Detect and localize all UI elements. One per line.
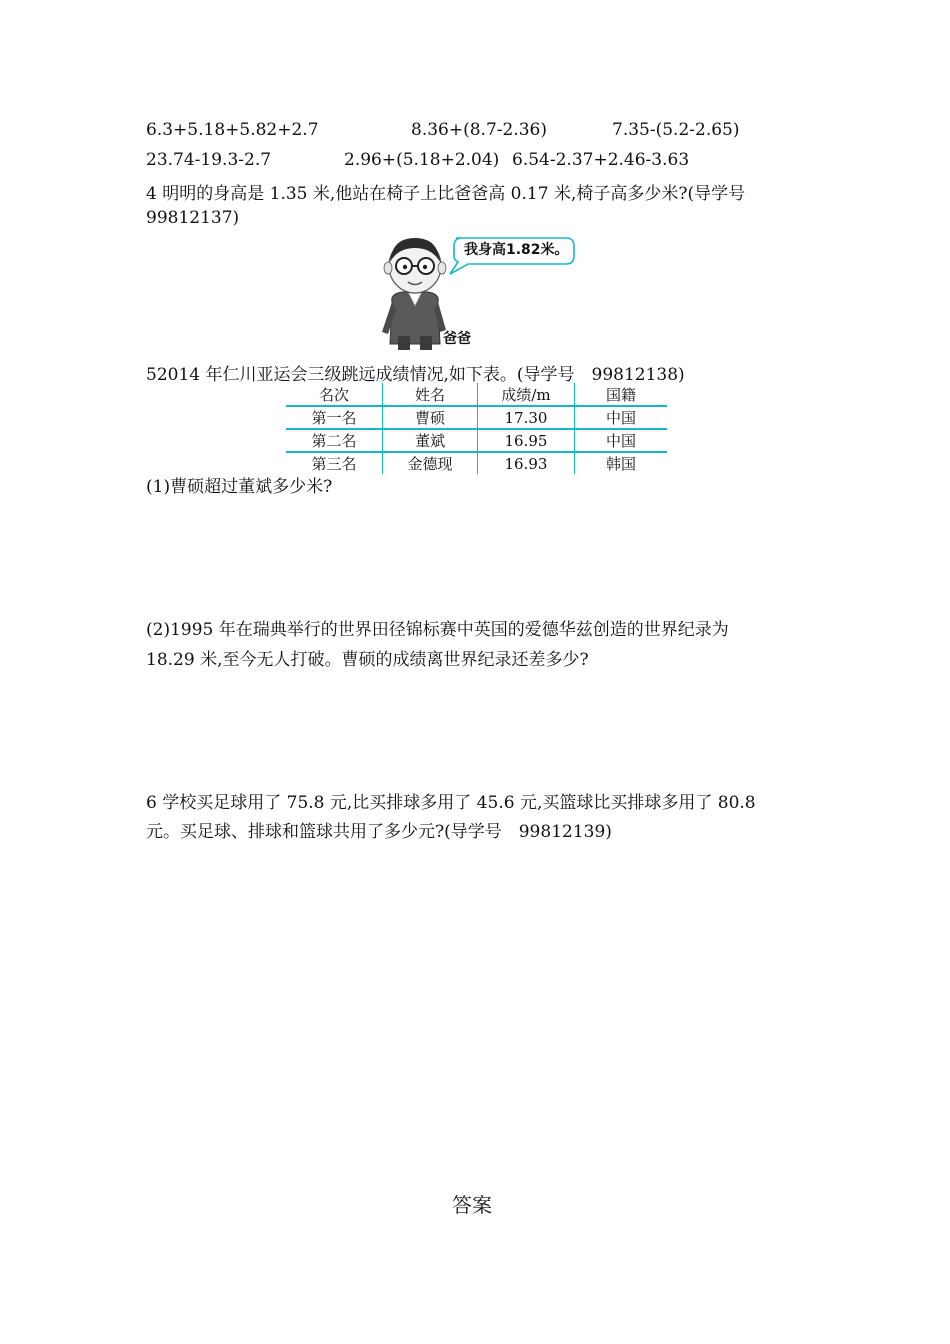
table-cell-name: 金德现: [383, 452, 478, 474]
dad-caption: 爸爸: [443, 331, 471, 347]
question-4-line-2: 99812137): [146, 208, 240, 228]
triple-jump-results-table: [286, 383, 667, 474]
calc-expression-2: 8.36+(8.7-2.36): [411, 120, 547, 140]
calc-expression-6: 6.54-2.37+2.46-3.63: [512, 150, 690, 170]
table-cell-rank: 第二名: [286, 429, 383, 452]
table-cell-name: 董斌: [383, 429, 478, 452]
table-cell-score: 17.30: [478, 406, 575, 429]
table-header-name: 姓名: [383, 383, 478, 406]
calc-expression-1: 6.3+5.18+5.82+2.7: [146, 120, 319, 140]
table-header-nationality: 国籍: [575, 383, 668, 406]
answer-heading: 答案: [452, 1193, 492, 1217]
calc-expression-5: 2.96+(5.18+2.04): [344, 150, 500, 170]
table-cell-rank: 第三名: [286, 452, 383, 474]
question-5-part-2-line-1: (2)1995 年在瑞典举行的世界田径锦标赛中英国的爱德华兹创造的世界纪录为: [146, 620, 729, 640]
table-header-score: 成绩/m: [478, 383, 575, 406]
table-header-row: [286, 383, 667, 406]
speech-bubble-text: 我身高1.82米。: [464, 242, 569, 258]
dad-illustration: [370, 232, 580, 352]
question-6-line-2: 元。买足球、排球和篮球共用了多少元?(导学号 99812139): [146, 822, 612, 842]
table-cell-score: 16.93: [478, 452, 575, 474]
question-6-line-1: 6 学校买足球用了 75.8 元,比买排球多用了 45.6 元,买篮球比买排球多用了 80.8: [146, 793, 756, 813]
table-cell-rank: 第一名: [286, 406, 383, 429]
table-header-rank: 名次: [286, 383, 383, 406]
table-row: [286, 429, 667, 452]
table-cell-nationality: 中国: [575, 429, 668, 452]
table-row: [286, 452, 667, 474]
calc-expression-3: 7.35-(5.2-2.65): [612, 120, 740, 140]
question-4-line-1: 4 明明的身高是 1.35 米,他站在椅子上比爸爸高 0.17 米,椅子高多少米?(导学号: [146, 184, 746, 204]
table-cell-name: 曹硕: [383, 406, 478, 429]
table-cell-score: 16.95: [478, 429, 575, 452]
table-row: [286, 406, 667, 429]
table-cell-nationality: 中国: [575, 406, 668, 429]
question-5-part-1: (1)曹硕超过董斌多少米?: [146, 477, 333, 497]
table-cell-nationality: 韩国: [575, 452, 668, 474]
calc-expression-4: 23.74-19.3-2.7: [146, 150, 272, 170]
question-5-part-2-line-2: 18.29 米,至今无人打破。曹硕的成绩离世界纪录还差多少?: [146, 650, 589, 670]
question-5-intro: 52014 年仁川亚运会三级跳远成绩情况,如下表。(导学号 99812138): [146, 365, 685, 385]
